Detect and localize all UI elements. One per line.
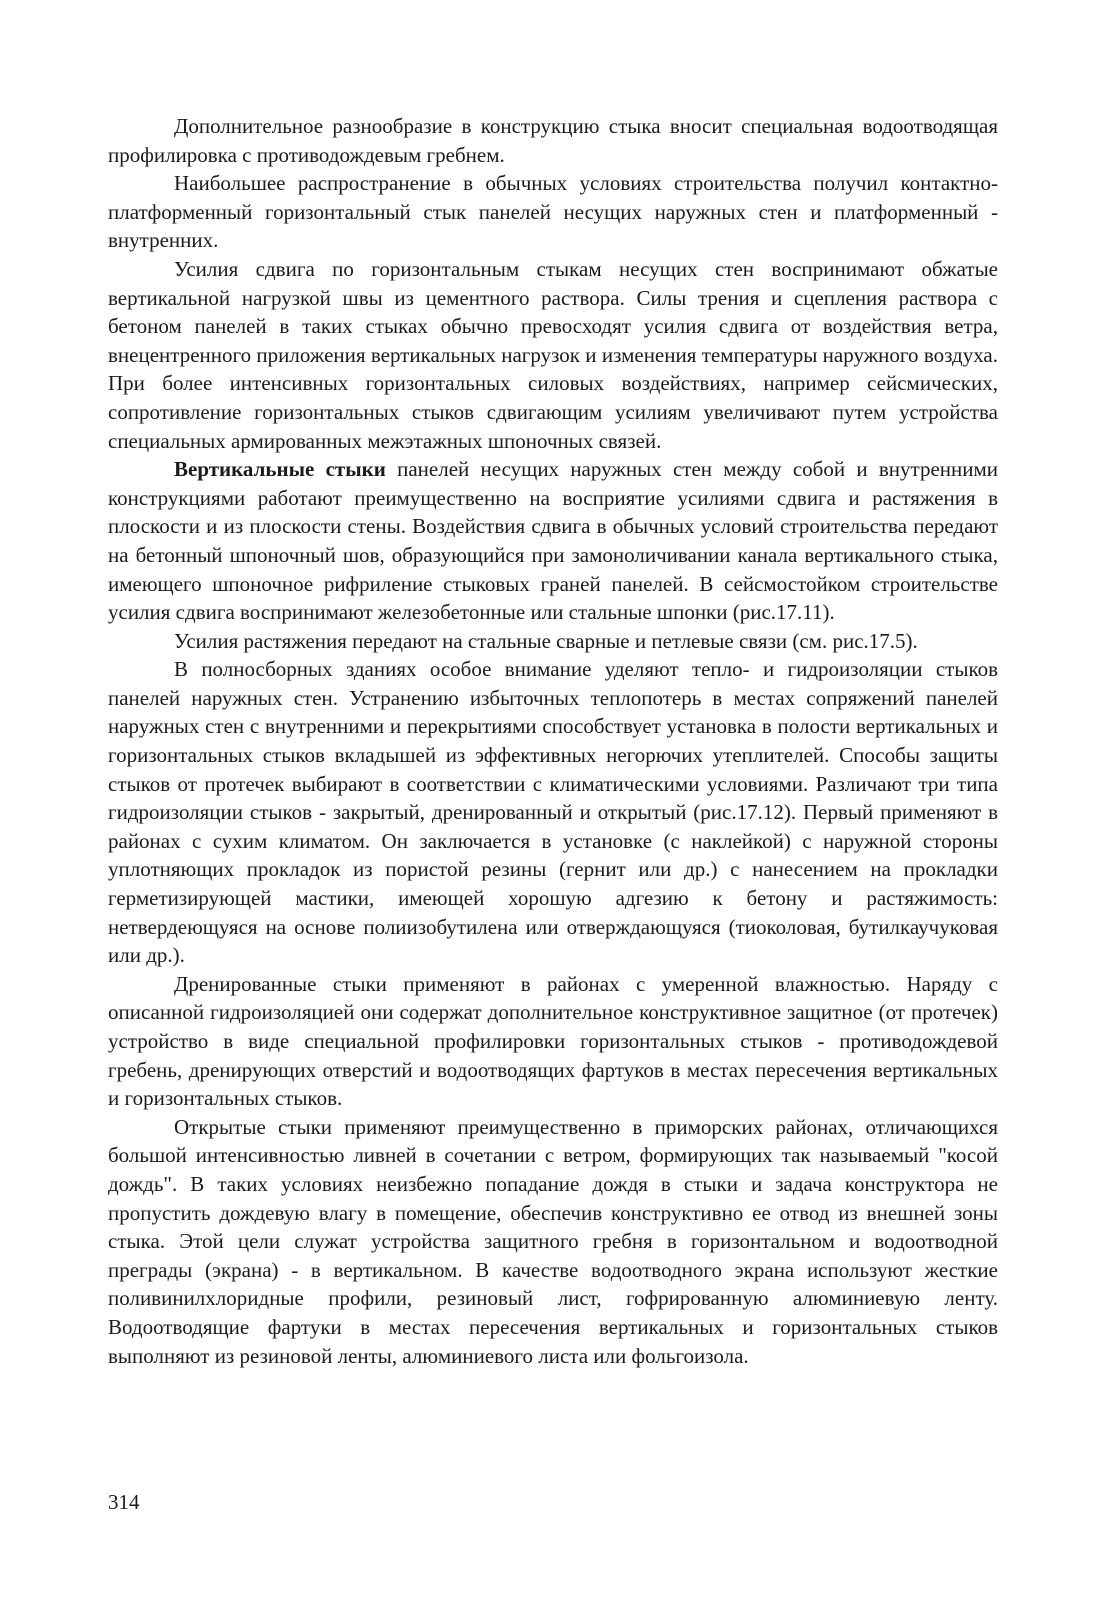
paragraph-3-text: Усилия сдвига по горизонтальным стыкам несущих стен воспринимают обжатые вертикальной нагрузкой швы из цементного раствора. Силы трения и сцепления раствора с бетоном панелей в таких стыках обычно превосходят усилия сдвига от воздействия ветра, внецентренного приложения вертикальных нагрузок и изменения температуры наружного воздуха. При более интенсивных горизонтальных силовых воздействиях, например сейсмических, сопротивление горизонтальных стыков сдвигающим усилиям увеличивают путем устройства специальных армированных межэтажных шпоночных связей.: [108, 256, 998, 453]
page-body: [108, 112, 998, 1370]
paragraph-4: [108, 455, 998, 627]
page-number: 314: [108, 1490, 140, 1514]
paragraph-7: [108, 970, 998, 1113]
paragraph-6-text: В полносборных зданиях особое внимание уделяют тепло- и гидроизоляции стыков панелей наружных стен. Устранению избыточных теплопотерь в местах сопряжений панелей наружных стен с внутренними и перекрытиями способствует установка в полости вертикальных и горизонтальных стыков вкладышей из эффективных негорючих утеплителей. Способы защиты стыков от протечек выбирают в соответствии с климатическими условиями. Различают три типа гидроизоляции стыков - закрытый, дренированный и открытый (рис.17.12). Первый применяют в районах с сухим климатом. Он заключается в установке (с наклейкой) с наружной стороны уплотняющих прокладок из пористой резины (гернит или др.) с нанесением на прокладки герметизирующей мастики, имеющей хорошую адгезию к бетону и растяжимость: нетвердеющуяся на основе полиизобутилена или отверждающуяся (тиоколовая, бутилкаучуковая или др.).: [108, 657, 998, 968]
paragraph-8-text: Открытые стыки применяют преимущественно в приморских районах, отличающихся большой интенсивностью ливней в сочетании с ветром, формирующих так называемый "косой дождь". В таких условиях неизбежно попадание дождя в стыки и задача конструктора не пропустить дождевую влагу в помещение, обеспечив конструктивно ее отвод из внешней зоны стыка. Этой цели служат устройства защитного гребня в горизонтальном и водоотводной преграды (экрана) - в вертикальном. В качестве водоотводного экрана используют жесткие поливинилхлоридные профили, резиновый лист, гофрированную алюминиевую ленту. Водоотводящие фартуки в местах пересечения вертикальных и горизонтальных стыков выполняют из резиновой ленты, алюминиевого листа или фольгоизола.: [108, 1114, 998, 1368]
paragraph-4-text: панелей несущих наружных стен между собой и внутренними конструкциями работают преимущественно на восприятие усилиями сдвига и растяжения в плоскости и из плоскости стены. Воздействия сдвига в обычных условий строительства передают на бетонный шпоночный шов, образующийся при замоноличивании канала вертикального стыка, имеющего шпоночное рифриление стыковых граней панелей. В сейсмостойком строительстве усилия сдвига воспринимают железобетонные или стальные шпонки (рис.17.11).: [108, 457, 999, 625]
paragraph-5-text: Усилия растяжения передают на стальные сварные и петлевые связи (см. рис.17.5).: [174, 628, 918, 653]
paragraph-5: [108, 627, 998, 656]
paragraph-3: [108, 255, 998, 455]
paragraph-8: [108, 1113, 998, 1370]
paragraph-7-text: Дренированные стыки применяют в районах с умеренной влажностью. Наряду с описанной гидроизоляцией они содержат дополнительное конструктивное защитное (от протечек) устройство в виде специальной профилировки горизонтальных стыков - противодождевой гребень, дренирующих отверстий и водоотводящих фартуков в местах пересечения вертикальных и горизонтальных стыков.: [108, 971, 998, 1111]
paragraph-6: [108, 655, 998, 970]
paragraph-1-text: Дополнительное разнообразие в конструкцию стыка вносит специальная водоотводящая профилировка с противодождевым гребнем.: [108, 114, 998, 167]
paragraph-2-text: Наибольшее распространение в обычных условиях строительства получил контактно-платформенный горизонтальный стык панелей несущих наружных стен и платформенный - внутренних.: [108, 171, 998, 253]
paragraph-4-bold-term: Вертикальные стыки: [174, 457, 386, 482]
paragraph-1: [108, 112, 998, 169]
paragraph-2: [108, 169, 998, 255]
